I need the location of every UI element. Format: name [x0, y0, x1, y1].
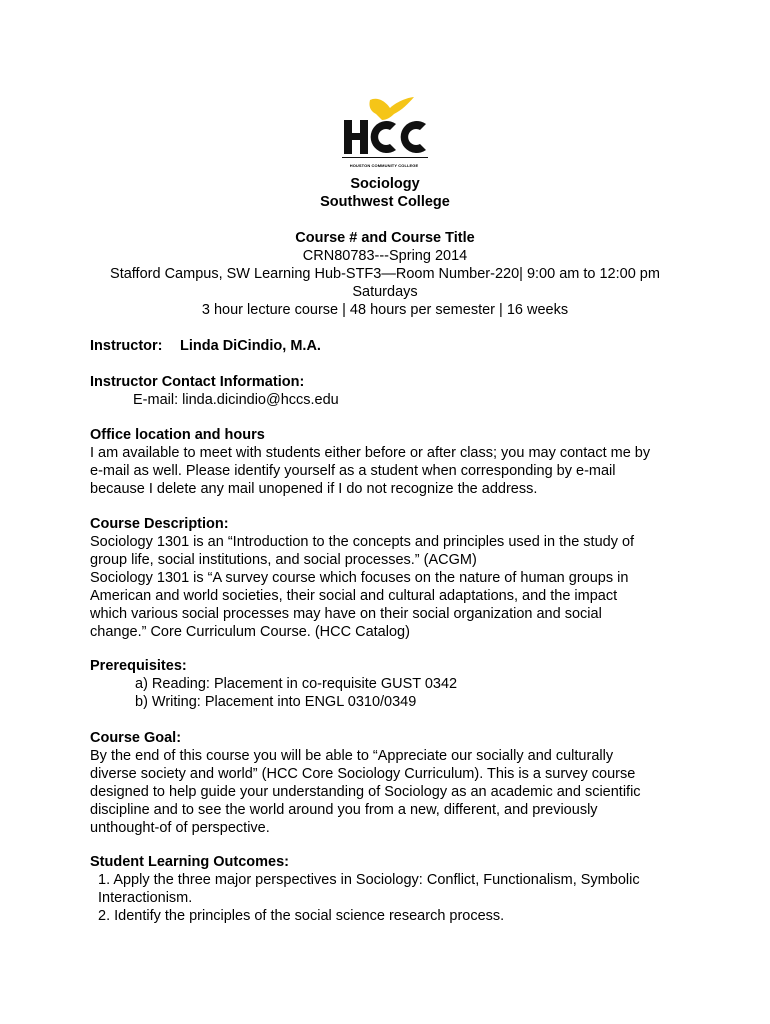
- contact-email: E-mail: linda.dicindio@hccs.edu: [133, 392, 339, 408]
- dept-name: Sociology: [350, 176, 420, 192]
- contact-section: [90, 373, 690, 409]
- crn-line: CRN80783---Spring 2014: [302, 248, 468, 264]
- goal-heading: Course Goal:: [90, 730, 182, 746]
- days-line: Saturdays: [352, 284, 418, 300]
- outcome-line: 1. Apply the three major perspectives in Sociology: Conflict, Functionalism, Symbolic: [98, 872, 640, 888]
- goal-line: designed to help guide your understanding of Sociology as an academic and scientific: [90, 784, 641, 800]
- outcome-line: Interactionism.: [98, 890, 193, 906]
- instructor-label: Instructor:: [90, 338, 163, 354]
- prereq-heading: Prerequisites:: [90, 658, 187, 674]
- description-heading: Course Description:: [90, 516, 229, 532]
- outcomes-section: [90, 853, 690, 925]
- outcomes-heading: Student Learning Outcomes:: [90, 854, 289, 870]
- office-line: e-mail as well. Please identify yourself as a student when corresponding by e-mail: [90, 463, 616, 479]
- description-line: Sociology 1301 is an “Introduction to the concepts and principles used in the study of: [90, 534, 635, 550]
- college-name: Southwest College: [320, 194, 450, 210]
- description-section: [90, 515, 690, 641]
- location-line: Stafford Campus, SW Learning Hub-STF3—Room Number-220| 9:00 am to 12:00 pm: [110, 266, 660, 282]
- contact-heading: Instructor Contact Information:: [90, 374, 305, 390]
- hours-line: 3 hour lecture course | 48 hours per semester | 16 weeks: [201, 302, 569, 318]
- prereq-item: b) Writing: Placement into ENGL 0310/0349: [135, 694, 417, 710]
- prereq-section: [90, 657, 690, 711]
- logo-subtext: HOUSTON COMMUNITY COLLEGE: [349, 163, 419, 168]
- course-title-label: Course # and Course Title: [295, 230, 475, 246]
- goal-section: [90, 729, 690, 837]
- office-heading: Office location and hours: [90, 427, 265, 443]
- goal-line: discipline and to see the world around you from a new, different, and previously: [90, 802, 598, 818]
- goal-line: unthought-of of perspective.: [90, 820, 270, 836]
- office-section: [90, 426, 690, 498]
- office-line: I am available to meet with students either before or after class; you may contact me by: [90, 445, 651, 461]
- description-line: group life, social institutions, and social processes.” (ACGM): [90, 552, 477, 568]
- description-line: change.” Core Curriculum Course. (HCC Catalog): [90, 624, 410, 640]
- goal-line: By the end of this course you will be able to “Appreciate our socially and culturally: [90, 748, 614, 764]
- description-line: American and world societies, their social and cultural adaptations, and the impact: [90, 588, 618, 604]
- description-line: Sociology 1301 is “A survey course which focuses on the nature of human groups in: [90, 570, 629, 586]
- office-line: because I delete any mail unopened if I do not recognize the address.: [90, 481, 538, 497]
- hcc-logo-icon: [334, 94, 434, 164]
- hcc-logo: [334, 94, 434, 168]
- outcome-line: 2. Identify the principles of the social science research process.: [98, 908, 505, 924]
- description-line: which various social processes may have on their social organization and social: [90, 606, 602, 622]
- instructor-row: [90, 337, 321, 355]
- instructor-name: Linda DiCindio, M.A.: [180, 338, 321, 354]
- prereq-item: a) Reading: Placement in co-requisite GUST 0342: [135, 676, 458, 692]
- goal-line: diverse society and world” (HCC Core Sociology Curriculum). This is a survey course: [90, 766, 636, 782]
